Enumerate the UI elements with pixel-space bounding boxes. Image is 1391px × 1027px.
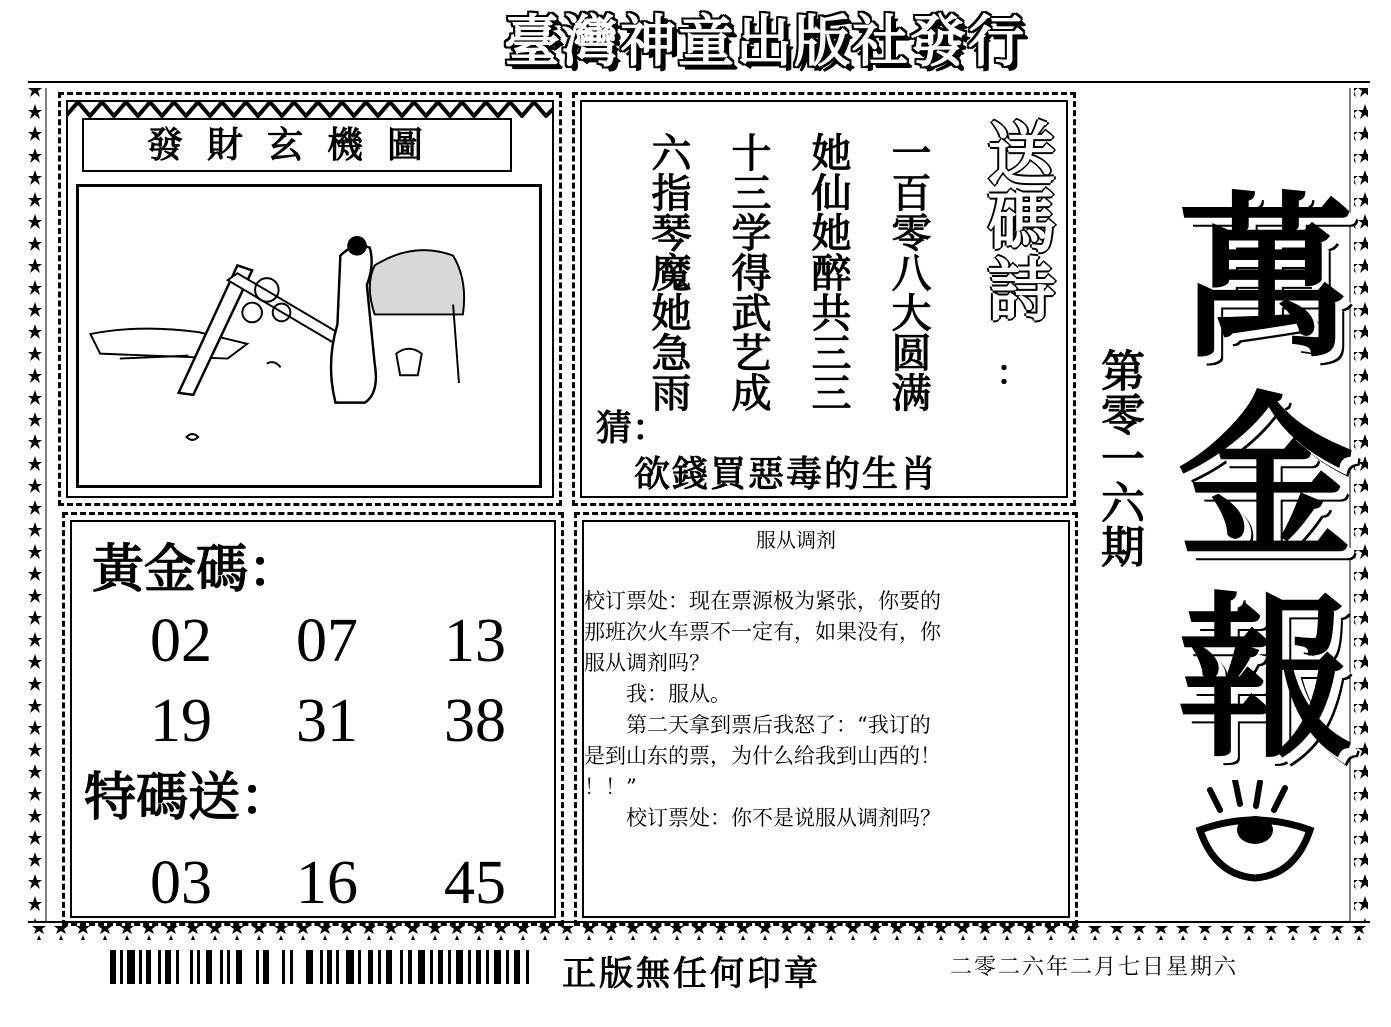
poem-line: 六指琴魔她急雨 bbox=[645, 132, 692, 412]
gold-numbers-label: 黃金碼： bbox=[92, 539, 301, 600]
authenticity-note: 正版無任何印章 bbox=[562, 954, 821, 994]
gold-number: 13 bbox=[444, 607, 506, 675]
joke-line: 校订票处：现在票源极为紧张，你要的 bbox=[584, 589, 941, 613]
gold-number: 38 bbox=[444, 687, 506, 755]
guess-riddle: 欲錢買惡毒的生肖 bbox=[634, 453, 939, 495]
joke-line: 服从调剂吗？ bbox=[584, 651, 710, 675]
fortune-picture-title: 發財玄機圖 bbox=[82, 118, 512, 172]
joke-line: 那班次火车票不一定有，如果没有，你 bbox=[584, 620, 941, 644]
issue-date: 二零二六年二月七日星期六 bbox=[950, 955, 1239, 980]
zigzag-border bbox=[66, 100, 554, 118]
special-number: 16 bbox=[296, 849, 358, 917]
gold-number: 02 bbox=[150, 607, 212, 675]
gold-number: 07 bbox=[296, 607, 358, 675]
masthead-char: 報 bbox=[1177, 577, 1354, 782]
poem-line: 一百零八大圆满 bbox=[885, 132, 932, 412]
guess-label: 猜： bbox=[596, 407, 669, 449]
poem-title: 送碼詩 bbox=[976, 118, 1055, 322]
joke-line: ！！” bbox=[584, 775, 637, 799]
masthead-char: 金 bbox=[1177, 377, 1354, 582]
issue-number: 第零一六期 bbox=[1093, 348, 1144, 568]
special-number: 03 bbox=[150, 849, 212, 917]
joke-line: 我：服从。 bbox=[584, 682, 731, 706]
joke-title: 服从调剂 bbox=[756, 528, 836, 552]
barcode bbox=[110, 950, 536, 984]
special-numbers-label: 特碼送： bbox=[84, 767, 293, 828]
gold-ingot-icon bbox=[1190, 780, 1320, 890]
gold-number: 31 bbox=[296, 687, 358, 755]
publisher-banner: 臺灣神童出版社發行 bbox=[504, 10, 1026, 75]
poem-line: 她仙她醉共三三 bbox=[805, 132, 852, 412]
special-number: 45 bbox=[444, 849, 506, 917]
fortune-illustration bbox=[76, 184, 542, 488]
joke-line: 第二天拿到票后我怒了：“我订的 bbox=[584, 713, 931, 737]
poem-title-colon: ： bbox=[972, 362, 1012, 396]
joke-line: 校订票处：你不是说服从调剂吗？ bbox=[584, 806, 941, 830]
joke-line: 是到山东的票，为什么给我到山西的！ bbox=[584, 744, 941, 768]
gold-number: 19 bbox=[150, 687, 212, 755]
masthead-char: 萬 bbox=[1177, 177, 1354, 382]
poem-line: 十三学得武艺成 bbox=[725, 132, 772, 412]
